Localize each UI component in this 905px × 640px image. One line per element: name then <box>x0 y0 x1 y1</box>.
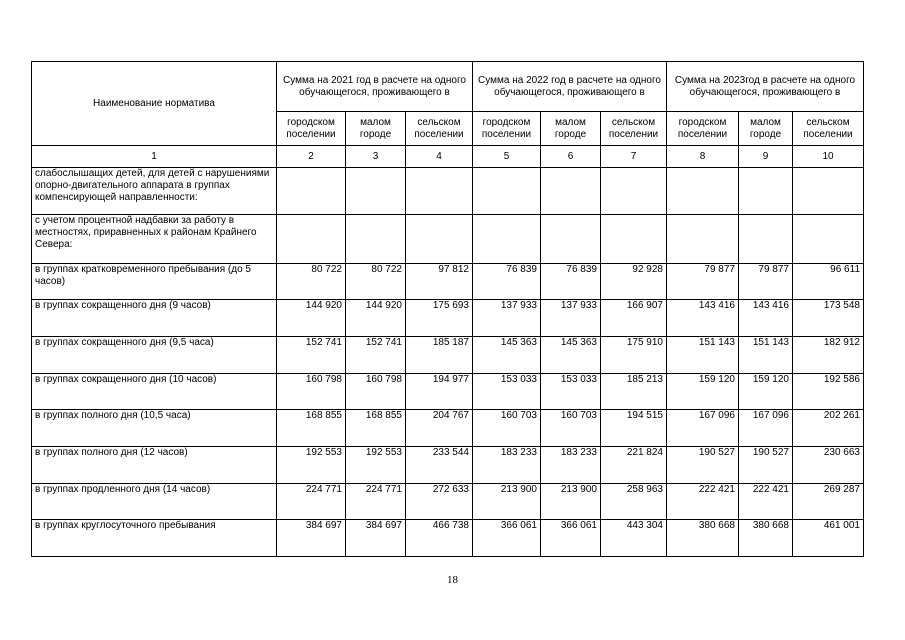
column-number-row <box>32 146 864 168</box>
value-cell: 173 548 <box>793 300 864 337</box>
value-cell: 159 120 <box>667 374 739 410</box>
value-cell: 224 771 <box>346 484 406 520</box>
value-cell: 221 824 <box>601 447 667 484</box>
value-cell: 466 738 <box>406 520 473 557</box>
value-cell: 80 722 <box>346 264 406 300</box>
value-cell <box>346 168 406 215</box>
value-cell: 213 900 <box>541 484 601 520</box>
table-row <box>32 215 864 264</box>
value-cell: 137 933 <box>473 300 541 337</box>
value-cell <box>473 168 541 215</box>
value-cell <box>406 215 473 264</box>
value-cell: 366 061 <box>473 520 541 557</box>
table-body <box>32 146 864 557</box>
subheader-cell: сельском поселении <box>793 112 864 146</box>
column-number: 8 <box>667 146 739 168</box>
value-cell: 96 611 <box>793 264 864 300</box>
column-number: 10 <box>793 146 864 168</box>
value-cell: 143 416 <box>667 300 739 337</box>
value-cell: 160 798 <box>346 374 406 410</box>
value-cell: 202 261 <box>793 410 864 447</box>
value-cell: 204 767 <box>406 410 473 447</box>
value-cell: 144 920 <box>346 300 406 337</box>
header-year-2021: Сумма на 2021 год в расчете на одного обучающегося, проживающего в <box>277 62 473 112</box>
value-cell <box>793 168 864 215</box>
value-cell: 160 703 <box>473 410 541 447</box>
row-label: в группах полного дня (10,5 часа) <box>32 410 277 447</box>
header-year-2023: Сумма на 2023год в расчете на одного обучающегося, проживающего в <box>667 62 864 112</box>
value-cell: 380 668 <box>667 520 739 557</box>
value-cell <box>277 215 346 264</box>
value-cell: 145 363 <box>473 337 541 374</box>
column-number: 4 <box>406 146 473 168</box>
value-cell: 185 213 <box>601 374 667 410</box>
value-cell: 194 977 <box>406 374 473 410</box>
row-label: слабослышащих детей, для детей с нарушениями опорно-двигательного аппарата в группах компенсирующей направленности: <box>32 168 277 215</box>
page-number: 18 <box>447 574 458 586</box>
value-cell <box>601 168 667 215</box>
value-cell: 384 697 <box>346 520 406 557</box>
value-cell <box>739 168 793 215</box>
value-cell: 168 855 <box>346 410 406 447</box>
value-cell: 190 527 <box>739 447 793 484</box>
value-cell: 194 515 <box>601 410 667 447</box>
value-cell <box>667 215 739 264</box>
row-label: в группах сокращенного дня (9,5 часа) <box>32 337 277 374</box>
row-label: в группах полного дня (12 часов) <box>32 447 277 484</box>
value-cell: 79 877 <box>667 264 739 300</box>
value-cell: 153 033 <box>541 374 601 410</box>
value-cell: 213 900 <box>473 484 541 520</box>
value-cell: 97 812 <box>406 264 473 300</box>
row-label: с учетом процентной надбавки за работу в местностях, приравненных к районам Крайнего Севера: <box>32 215 277 264</box>
table-row <box>32 264 864 300</box>
subheader-cell: малом городе <box>541 112 601 146</box>
value-cell: 145 363 <box>541 337 601 374</box>
value-cell: 152 741 <box>277 337 346 374</box>
value-cell: 384 697 <box>277 520 346 557</box>
value-cell: 190 527 <box>667 447 739 484</box>
value-cell: 76 839 <box>473 264 541 300</box>
value-cell: 151 143 <box>667 337 739 374</box>
value-cell <box>793 215 864 264</box>
value-cell: 160 798 <box>277 374 346 410</box>
value-cell <box>667 168 739 215</box>
subheader-cell: городском поселении <box>473 112 541 146</box>
table-row <box>32 168 864 215</box>
value-cell: 166 907 <box>601 300 667 337</box>
value-cell: 443 304 <box>601 520 667 557</box>
subheader-cell: городском поселении <box>667 112 739 146</box>
value-cell: 380 668 <box>739 520 793 557</box>
row-label: в группах продленного дня (14 часов) <box>32 484 277 520</box>
value-cell: 92 928 <box>601 264 667 300</box>
value-cell: 461 001 <box>793 520 864 557</box>
subheader-cell: сельском поселении <box>406 112 473 146</box>
value-cell <box>346 215 406 264</box>
value-cell: 160 703 <box>541 410 601 447</box>
value-cell: 182 912 <box>793 337 864 374</box>
value-cell: 79 877 <box>739 264 793 300</box>
value-cell: 183 233 <box>473 447 541 484</box>
value-cell: 269 287 <box>793 484 864 520</box>
header-name: Наименование норматива <box>32 62 277 146</box>
value-cell: 175 693 <box>406 300 473 337</box>
norms-table <box>31 61 864 557</box>
row-label: в группах сокращенного дня (9 часов) <box>32 300 277 337</box>
value-cell: 185 187 <box>406 337 473 374</box>
row-label: в группах сокращенного дня (10 часов) <box>32 374 277 410</box>
value-cell: 192 586 <box>793 374 864 410</box>
row-label: в группах круглосуточного пребывания <box>32 520 277 557</box>
value-cell: 233 544 <box>406 447 473 484</box>
value-cell: 192 553 <box>346 447 406 484</box>
value-cell: 224 771 <box>277 484 346 520</box>
value-cell: 143 416 <box>739 300 793 337</box>
value-cell: 144 920 <box>277 300 346 337</box>
value-cell: 222 421 <box>739 484 793 520</box>
value-cell <box>473 215 541 264</box>
subheader-cell: малом городе <box>346 112 406 146</box>
value-cell: 230 663 <box>793 447 864 484</box>
value-cell: 151 143 <box>739 337 793 374</box>
column-number: 3 <box>346 146 406 168</box>
value-cell <box>541 215 601 264</box>
value-cell <box>406 168 473 215</box>
value-cell: 152 741 <box>346 337 406 374</box>
value-cell: 167 096 <box>667 410 739 447</box>
table-row <box>32 410 864 447</box>
table-row <box>32 337 864 374</box>
table-row <box>32 484 864 520</box>
value-cell: 80 722 <box>277 264 346 300</box>
table-row <box>32 447 864 484</box>
value-cell <box>739 215 793 264</box>
column-number: 5 <box>473 146 541 168</box>
column-number: 2 <box>277 146 346 168</box>
value-cell: 192 553 <box>277 447 346 484</box>
subheader-cell: сельском поселении <box>601 112 667 146</box>
value-cell: 153 033 <box>473 374 541 410</box>
column-number: 9 <box>739 146 793 168</box>
value-cell: 222 421 <box>667 484 739 520</box>
value-cell: 258 963 <box>601 484 667 520</box>
subheader-cell: малом городе <box>739 112 793 146</box>
subheader-cell: городском поселении <box>277 112 346 146</box>
value-cell: 76 839 <box>541 264 601 300</box>
value-cell: 159 120 <box>739 374 793 410</box>
value-cell: 183 233 <box>541 447 601 484</box>
value-cell: 168 855 <box>277 410 346 447</box>
table-row <box>32 300 864 337</box>
header-year-2022: Сумма на 2022 год в расчете на одного обучающегося, проживающего в <box>473 62 667 112</box>
value-cell: 175 910 <box>601 337 667 374</box>
value-cell: 167 096 <box>739 410 793 447</box>
column-number: 1 <box>32 146 277 168</box>
column-number: 7 <box>601 146 667 168</box>
value-cell: 272 633 <box>406 484 473 520</box>
value-cell <box>601 215 667 264</box>
value-cell <box>541 168 601 215</box>
value-cell <box>277 168 346 215</box>
table-row <box>32 374 864 410</box>
table-row <box>32 520 864 557</box>
row-label: в группах кратковременного пребывания (до 5 часов) <box>32 264 277 300</box>
header-row-years <box>32 62 864 112</box>
value-cell: 137 933 <box>541 300 601 337</box>
value-cell: 366 061 <box>541 520 601 557</box>
column-number: 6 <box>541 146 601 168</box>
